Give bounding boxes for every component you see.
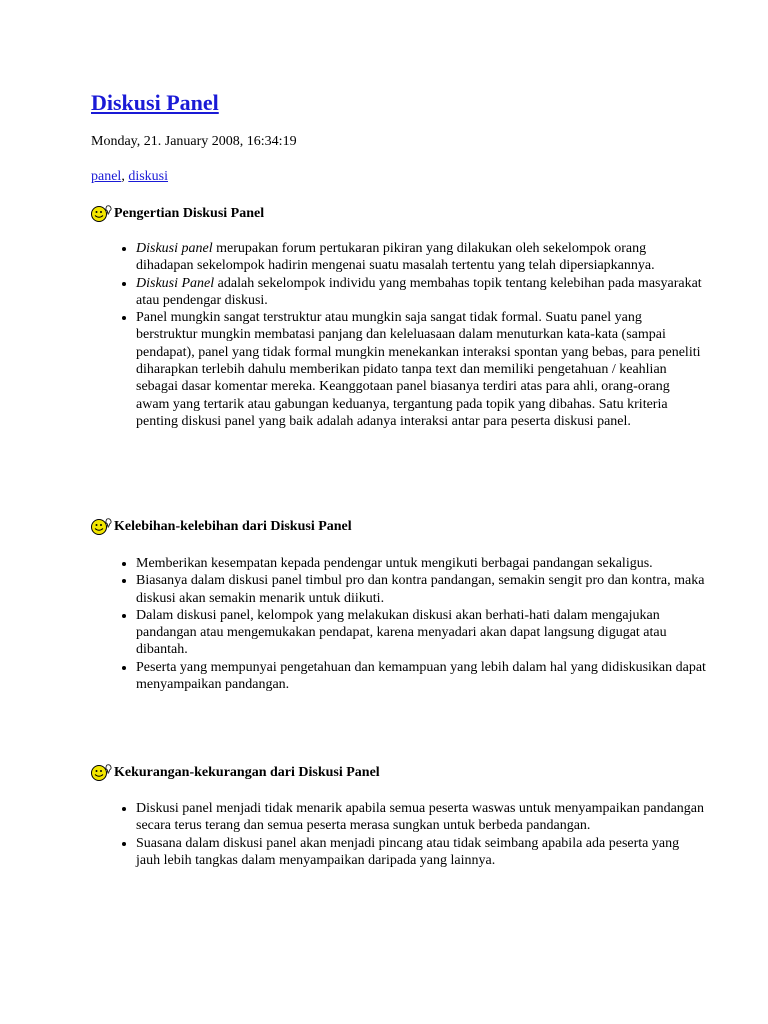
- list-item-text: Dalam diskusi panel, kelompok yang melakukan diskusi akan berhati-hati dalam mengajukan pandangan atau mengemukakan pendapat, karena menyadari akan dapat langsung digugat atau dibantah.: [136, 607, 667, 658]
- list-item: [136, 309, 706, 430]
- list-item: [136, 835, 706, 870]
- list-item-text: Memberikan kesempatan kepada pendengar untuk mengikuti berbagai pandangan sekaligus.: [136, 556, 653, 571]
- list-item-emphasis: Diskusi panel: [136, 241, 213, 256]
- list-item: [136, 555, 706, 572]
- list-item: [136, 659, 706, 694]
- list-item: [136, 607, 706, 659]
- list-item-text: Peserta yang mempunyai pengetahuan dan kemampuan yang lebih dalam hal yang didiskusikan dapat menyampaikan pandangan.: [136, 659, 706, 693]
- section-heading-text: Kekurangan-kekurangan dari Diskusi Panel: [114, 764, 380, 780]
- section-list-kekurangan: [110, 800, 706, 869]
- section-heading-kekurangan: [90, 763, 380, 782]
- tag-link-panel[interactable]: panel: [91, 169, 122, 184]
- post-date: Monday, 21. January 2008, 16:34:19: [91, 134, 297, 149]
- post-tags: [91, 168, 168, 186]
- smiley-lightbulb-icon: [90, 517, 114, 536]
- list-item-text: Diskusi panel menjadi tidak menarik apabila semua peserta waswas untuk menyampaikan pandangan secara terus terang dan semua peserta merasa sungkan untuk berbeda pandangan.: [136, 801, 704, 834]
- section-heading-text: Pengertian Diskusi Panel: [114, 205, 265, 221]
- list-item: [136, 572, 706, 607]
- list-item-text: Panel mungkin sangat terstruktur atau mungkin saja sangat tidak formal. Suatu panel yang berstruktur mungkin membatasi panjang dan keleluasaan dalam menuturkan kata-kata (sampai pendapat), panel yang tidak formal mungkin menekankan interaksi spontan yang bebas, para peneliti diharapkan terlebih dahulu memberikan pidato tanpa text dan memiliki pengetahuan / keahlian sebagai dasar komentar mereka. Keanggotaan panel biasanya terdiri atas para ahli, orang-orang awam yang tertarik atau gabungan keduanya, tergantung pada topik yang dibahas. Satu kriteria penting diskusi panel yang baik adalah adanya interaksi antar para peserta diskusi panel.: [136, 310, 701, 429]
- list-item: [136, 275, 706, 310]
- section-heading-kelebihan: [90, 517, 352, 536]
- list-item-text: merupakan forum pertukaran pikiran yang dilakukan oleh sekelompok orang dihadapan sekelompok hadirin mengenai suatu masalah tertentu yang telah dipersiapkannya.: [136, 241, 655, 274]
- smiley-lightbulb-icon: [90, 204, 114, 223]
- section-list-kelebihan: [110, 555, 706, 693]
- list-item: [136, 240, 706, 275]
- list-item-emphasis: Diskusi Panel: [136, 275, 215, 291]
- list-item-text: Biasanya dalam diskusi panel timbul pro dan kontra pandangan, semakin sengit pro dan kontra, maka diskusi akan semakin menarik untuk diikuti.: [136, 573, 705, 606]
- post-title: [91, 88, 219, 118]
- section-heading-text: Kelebihan-kelebihan dari Diskusi Panel: [114, 518, 352, 534]
- list-item-text: Suasana dalam diskusi panel akan menjadi pincang atau tidak seimbang apabila ada peserta yang jauh lebih tangkas dalam menyampaikan daripada yang lainnya.: [136, 835, 680, 868]
- tag-link-diskusi[interactable]: diskusi: [128, 169, 169, 184]
- smiley-lightbulb-icon: [90, 763, 114, 782]
- tag-separator: ,: [121, 169, 129, 184]
- section-list-pengertian: [110, 240, 706, 430]
- list-item: [136, 800, 706, 835]
- post-title-link[interactable]: Diskusi Panel: [91, 90, 219, 115]
- section-heading-pengertian: [90, 204, 264, 223]
- list-item-text: adalah sekelompok individu yang membahas topik tentang kelebihan pada masyarakat atau pendengar diskusi.: [136, 275, 702, 308]
